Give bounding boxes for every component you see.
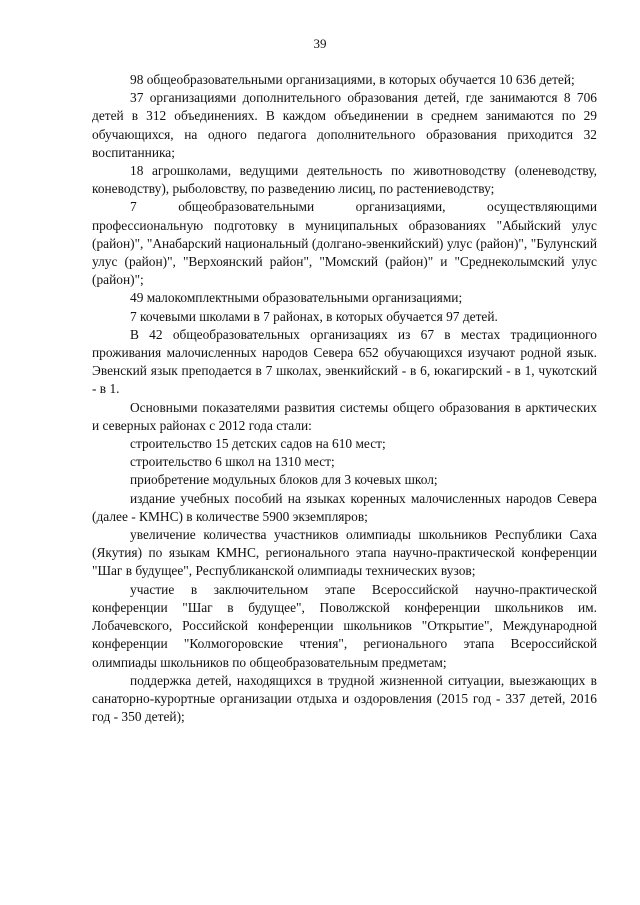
paragraph: строительство 15 детских садов на 610 мест; [130,436,386,452]
paragraph: 49 малокомплектными образовательными организациями; [130,290,463,306]
paragraph: 37 организациями дополнительного образования детей, где занимаются 8 706 детей в 312 объединениях. В каждом объединении в среднем занимаются по 29 обучающихся, на одного педагога дополнительного образования приходится 32 воспитанника; [92,90,597,160]
paragraph: 7 общеобразовательными организациями, осуществляющими профессиональную подготовку в муниципальных образованиях "Абыйский улус (район)", "Анабарский национальный (долгано-эвенкийский) улус (район)", "Булунский улус (район)", "Верхоянский район", "Момский (район)" и "Среднеколымский улус (район)"; [92,199,597,288]
paragraph: 98 общеобразовательными организациями, в которых обучается 10 636 детей; [130,72,575,87]
paragraph: В 42 общеобразовательных организациях из 67 в местах традиционного проживания малочисленных народов Севера 652 обучающихся изучают родной язык. Эвенский язык преподается в 7 школах, эвенкийский - в 6, юкагирский - в 1, чукотский - в 1. [92,326,597,397]
paragraph: издание учебных пособий на языках коренных малочисленных народов Севера (далее - КМНС) в количестве 5900 экземпляров; [92,490,597,524]
paragraph: поддержка детей, находящихся в трудной жизненной ситуации, выезжающих в санаторно-курортные организации отдыха и оздоровления (2015 год - 337 детей, 2016 год - 350 детей); [92,672,597,725]
paragraph: приобретение модульных блоков для 3 кочевых школ; [130,472,438,488]
paragraph: Основными показателями развития системы общего образования в арктических и северных районах с 2012 года стали: [92,399,597,433]
paragraph: строительство 6 школ на 1310 мест; [130,454,335,470]
paragraph: участие в заключительном этапе Всероссийской научно-практической конференции "Шаг в будущее", Поволжской конференции школьников им. Лобачевского, Российской конференции школьников "Открытие", Международной конференции "Колмогоровские чтения", регионального этапа Всероссийской олимпиады школьников по общеобразовательным предметам; [92,581,597,670]
paragraph: увеличение количества участников олимпиады школьников Республики Саха (Якутия) по языкам КМНС, регионального этапа научно-практической конференции "Шаг в будущее", Республиканской олимпиады технических вузов; [92,527,597,579]
document-body [92,71,597,726]
page-number: 39 [313,36,327,51]
paragraph: 18 агрошколами, ведущими деятельность по животноводству (оленеводству, коневодству), рыболовству, по разведению лисиц, по растениеводству; [92,163,597,197]
paragraph: 7 кочевыми школами в 7 районах, в которых обучается 97 детей. [130,308,498,324]
